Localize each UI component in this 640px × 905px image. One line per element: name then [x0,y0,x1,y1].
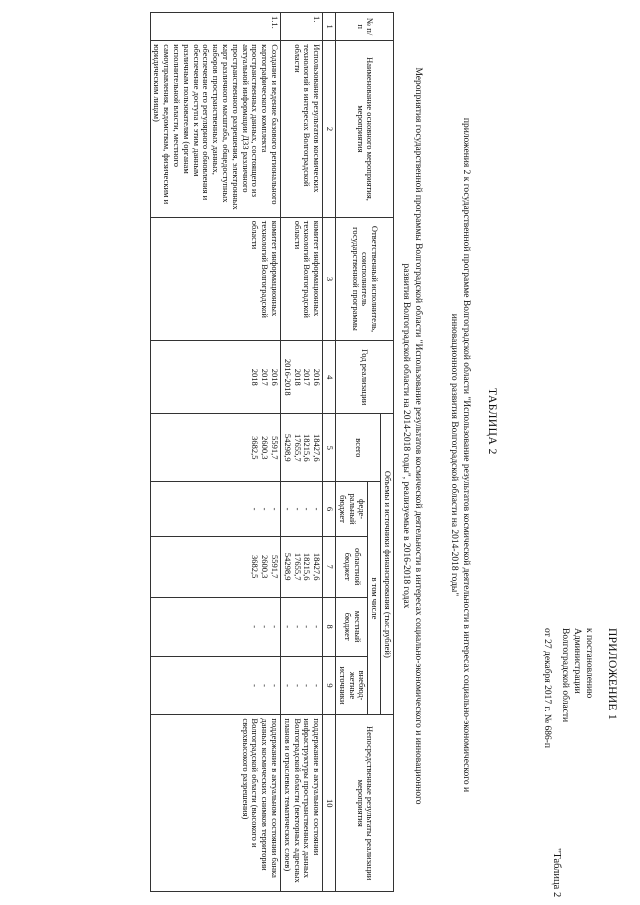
row-years: 2016 2017 2018 [150,341,280,414]
row-local: - - - [150,597,280,656]
subtitle: приложения 2 к государственной программе Волгоградской области "Использование результатов космической деятельности в интересах социально-экономического и инновационного развития Волгоградской области на 2014-2018 годы" [449,117,471,793]
row-num: 1.1. [150,13,280,41]
row-years: 2016 2017 2018 2016-2018 [281,341,323,414]
table-row [281,13,323,892]
header-extra: внебюд-жетные источники [336,656,368,715]
row-extra: - - - [150,656,280,715]
appendix-line-2: Администрации [572,628,582,694]
row-name: Создание и ведение базового регионального картографического комплекта пространственных данных, состоящего из актуальной информации ДЗЗ различного пространственного разрешения, электронных карт различного масштаба, общедоступных наборов пространственных данных, обеспечение его регулярного обновления и обеспечение доступа к этим данным различным пользователям (органам исполнительной власти, местного самоуправления, ведомствам, физическим и юридическим лицам) [150,41,280,217]
col-number: 6 [323,482,336,536]
header-year: Год реализации [336,341,394,414]
col-number: 1 [323,13,336,41]
header-name: Наименование основного мероприятия, мероприятия [336,41,394,217]
row-total: 5591,7 2600,3 3682,5 [150,414,280,482]
header-total: всего [336,414,381,482]
header-results: Непосредственные результаты реализации мероприятия [336,715,394,892]
appendix-line-3: Волгоградской области [560,628,570,723]
header-funding: Объемы и источники финансирования (тыс.рублей) [381,414,394,715]
row-federal: - - - [150,482,280,536]
appendix-title: ПРИЛОЖЕНИЕ 1 [606,628,618,721]
header-federal: феде-ральный бюджет [336,482,368,536]
row-federal: - - - - [281,482,323,536]
appendix-decree-date: от 27 декабря 2017 г. № 686-п [542,628,552,748]
table-header-row [381,13,394,892]
row-total: 18427,6 18215,6 17655,7 54298,9 [281,414,323,482]
header-num: № п/п [336,13,394,41]
measures-table [150,12,394,892]
col-number: 10 [323,715,336,892]
measures-title: Мероприятия государственной программы Волгоградской области "Использование результатов космической деятельности в интересах социально-экономического и инновационного развития Волгоградской области на 2014-2018 годы", реализуемые в 2016-2018 годах [401,67,423,805]
main-title: ТАБЛИЦА 2 [486,388,498,455]
header-executor: Ответственный исполнитель, соисполнитель государственной программы [336,217,394,341]
row-executor: комитет информационных технологий Волгоградской области [281,217,323,341]
col-number: 3 [323,217,336,341]
header-regional: областной бюджет [336,536,368,597]
col-number: 8 [323,597,336,656]
row-name: Использование результатов космических технологий в интересах Волгоградской области [281,41,323,217]
col-number: 5 [323,414,336,482]
row-regional: 5591,7 2600,3 3682,5 [150,536,280,597]
col-number: 9 [323,656,336,715]
table-note: "Таблица 2 [551,848,562,898]
row-results: поддержание в актуальном состоянии банка данных космических снимков территории Волгоградской области (высокого и сверхвысокого разрешения) [150,715,280,892]
row-extra: - - - - [281,656,323,715]
row-executor: комитет информационных технологий Волгоградской области [150,217,280,341]
appendix-line-1: к постановлению [584,628,594,699]
row-local: - - - - [281,597,323,656]
row-num: 1. [281,13,323,41]
col-number: 7 [323,536,336,597]
header-including: в том числе [368,482,381,715]
header-local: местный бюджет [336,597,368,656]
col-number: 4 [323,341,336,414]
col-number: 2 [323,41,336,217]
table-row [150,13,280,892]
column-number-row [323,13,336,892]
row-results: поддержание в актуальном состоянии инфраструктуры пространственных данных Волгоградской области (векторных адресных планов и отраслевых тематических слоев) [281,715,323,892]
row-regional: 18427,6 18215,6 17655,7 54298,9 [281,536,323,597]
